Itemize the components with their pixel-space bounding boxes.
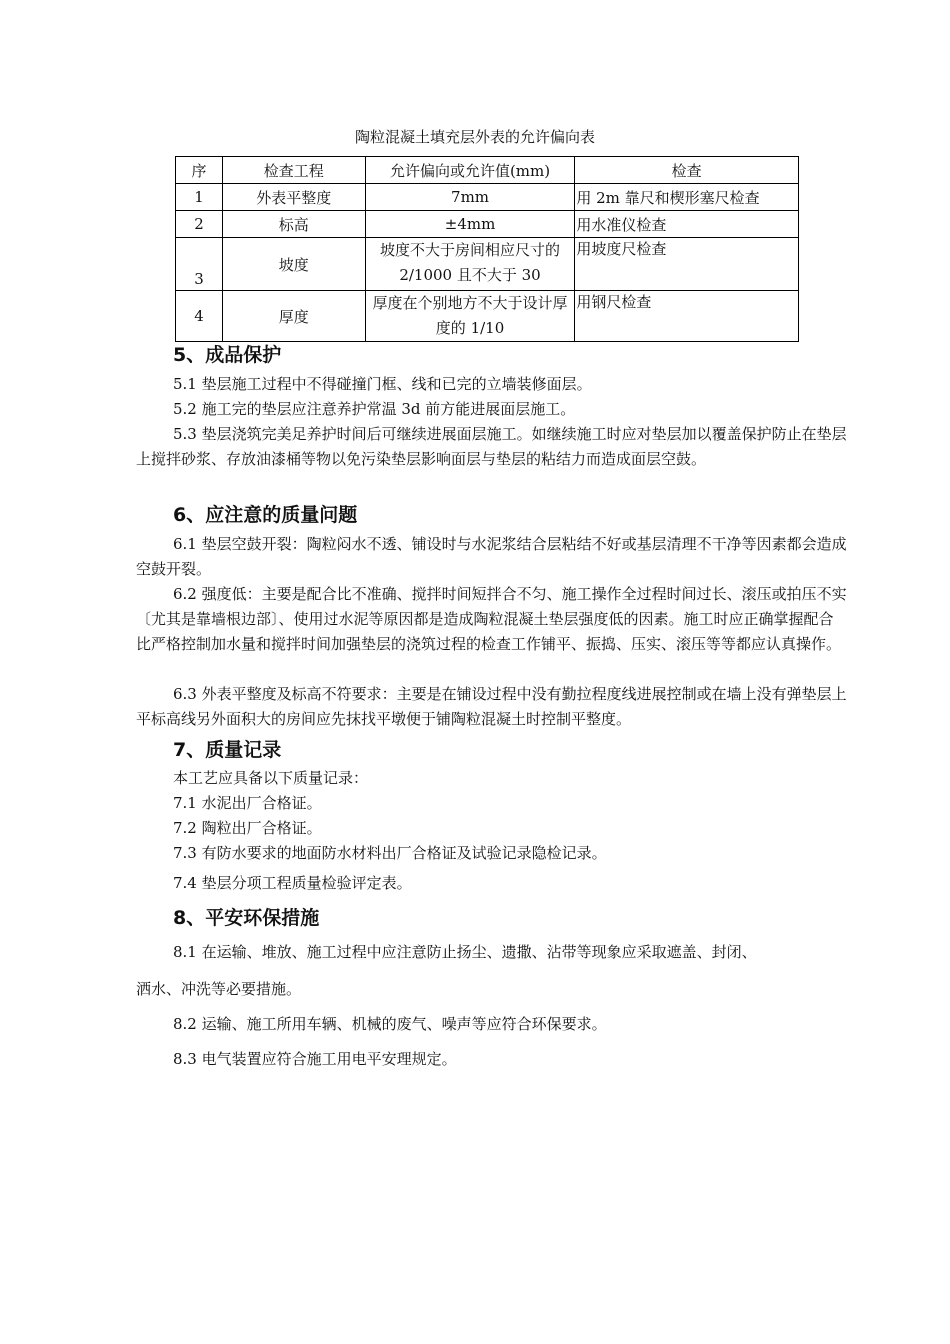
table-row bbox=[176, 238, 799, 291]
table-row bbox=[176, 211, 799, 238]
cell-item: 厚度 bbox=[222, 291, 365, 342]
paragraph: 6.3 外表平整度及标高不符要求：主要是在铺设过程中没有勤拉程度线进展控制或在墙上没有弹垫层上平标高线另外面积大的房间应先抹找平墩便于铺陶粒混凝土时控制平整度。 bbox=[136, 685, 847, 728]
cell-seq: 4 bbox=[176, 291, 223, 342]
section-heading: 6、应注意的质量问题 bbox=[173, 504, 358, 526]
paragraph: 5.1 垫层施工过程中不得碰撞门框、线和已完的立墙装修面层。 bbox=[173, 375, 592, 393]
header-seq: 序 bbox=[176, 157, 223, 184]
header-deviation: 允许偏向或允许值(mm) bbox=[365, 157, 575, 184]
cell-deviation: 厚度在个别地方不大于设计厚度的 1/10 bbox=[365, 291, 575, 342]
table-title: 陶粒混凝土填充层外表的允许偏向表 bbox=[354, 128, 595, 146]
tolerance-table bbox=[175, 156, 799, 342]
cell-method: 用坡度尺检查 bbox=[575, 238, 799, 291]
cell-item: 坡度 bbox=[222, 238, 365, 291]
section-heading: 5、成品保护 bbox=[173, 344, 282, 366]
cell-seq: 1 bbox=[176, 184, 223, 211]
paragraph: 8.2 运输、施工所用车辆、机械的废气、噪声等应符合环保要求。 bbox=[173, 1015, 607, 1033]
paragraph: 5.2 施工完的垫层应注意养护常温 3d 前方能进展面层施工。 bbox=[173, 400, 576, 418]
header-method: 检查 bbox=[575, 157, 799, 184]
paragraph: 6.2 强度低：主要是配合比不准确、搅拌时间短拌合不匀、施工操作全过程时间过长、滚压或拍压不实〔尤其是靠墙根边部〕、使用过水泥等原因都是造成陶粒混凝土垫层强度低的因素。施工时应正确掌握配合比严格控制加水量和搅拌时间加强垫层的浇筑过程的检查工作铺平、振捣、压实、滚压等等都应认真操作。 bbox=[136, 585, 847, 653]
section-heading: 8、平安环保措施 bbox=[173, 907, 320, 929]
table-row bbox=[176, 291, 799, 342]
cell-item: 外表平整度 bbox=[222, 184, 365, 211]
paragraph: 8.3 电气装置应符合施工用电平安理规定。 bbox=[173, 1050, 457, 1068]
cell-seq: 2 bbox=[176, 211, 223, 238]
cell-method: 用水准仪检查 bbox=[575, 211, 799, 238]
list-item: 7.4 垫层分项工程质量检验评定表。 bbox=[173, 874, 412, 892]
cell-deviation: 7mm bbox=[365, 184, 575, 211]
header-item: 检查工程 bbox=[222, 157, 365, 184]
cell-method: 用 2m 靠尺和楔形塞尺检查 bbox=[575, 184, 799, 211]
paragraph: 5.3 垫层浇筑完美足养护时间后可继续进展面层施工。如继续施工时应对垫层加以覆盖保护防止在垫层上搅拌砂浆、存放油漆桶等物以免污染垫层影响面层与垫层的粘结力而造成面层空鼓。 bbox=[136, 425, 847, 468]
paragraph: 本工艺应具备以下质量记录： bbox=[173, 769, 369, 787]
paragraph: 6.1 垫层空鼓开裂：陶粒闷水不透、铺设时与水泥浆结合层粘结不好或基层清理不干净等因素都会造成空鼓开裂。 bbox=[136, 535, 847, 578]
paragraph: 8.1 在运输、堆放、施工过程中应注意防止扬尘、遗撒、沾带等现象应采取遮盖、封闭、 bbox=[173, 943, 757, 961]
cell-deviation: ±4mm bbox=[365, 211, 575, 238]
cell-item: 标高 bbox=[222, 211, 365, 238]
paragraph: 洒水、冲洗等必要措施。 bbox=[136, 980, 302, 998]
cell-deviation: 坡度不大于房间相应尺寸的 2/1000 且不大于 30 bbox=[365, 238, 575, 291]
list-item: 7.1 水泥出厂合格证。 bbox=[173, 794, 322, 812]
table-header-row bbox=[176, 157, 799, 184]
cell-seq: 3 bbox=[176, 238, 223, 291]
list-item: 7.2 陶粒出厂合格证。 bbox=[173, 819, 322, 837]
section-heading: 7、质量记录 bbox=[173, 739, 282, 761]
cell-method: 用钢尺检查 bbox=[575, 291, 799, 342]
table-row bbox=[176, 184, 799, 211]
list-item: 7.3 有防水要求的地面防水材料出厂合格证及试验记录隐检记录。 bbox=[173, 844, 607, 862]
